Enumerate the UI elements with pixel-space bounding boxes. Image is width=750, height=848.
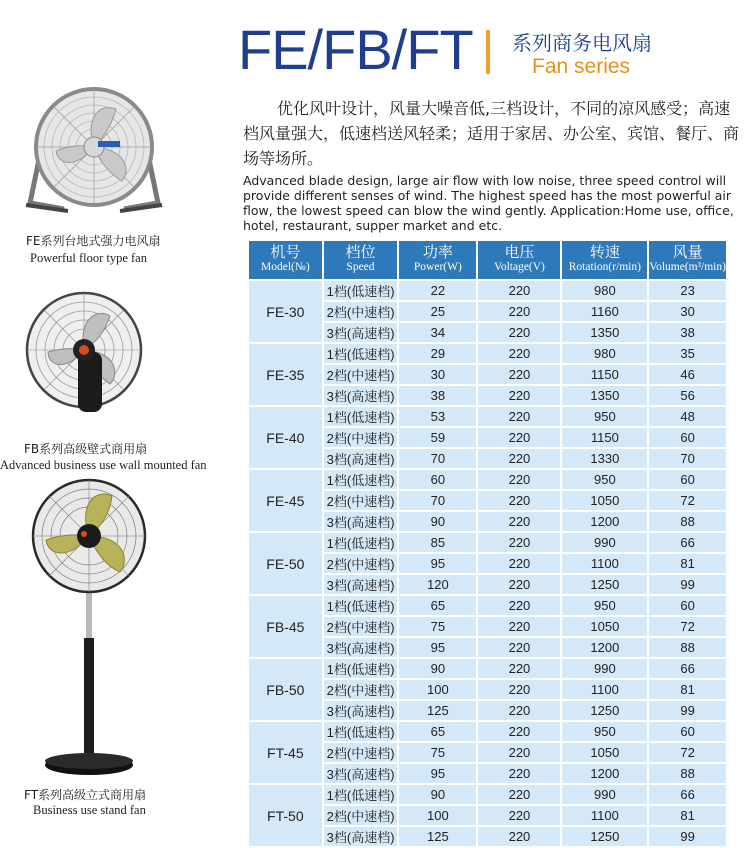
power-cell: 65 (399, 596, 476, 615)
voltage-cell: 220 (478, 638, 560, 657)
model-cell: FE-35 (249, 344, 322, 405)
speed-cell: 3档(高速档) (324, 827, 398, 846)
power-cell: 22 (399, 281, 476, 300)
stand-fan-image (26, 478, 156, 780)
floor-fan-image (24, 85, 164, 215)
speed-cell: 3档(高速档) (324, 323, 398, 342)
power-cell: 100 (399, 680, 476, 699)
voltage-cell: 220 (478, 701, 560, 720)
speed-cell: 3档(高速档) (324, 449, 398, 468)
power-cell: 100 (399, 806, 476, 825)
rotation-cell: 980 (562, 281, 647, 300)
voltage-cell: 220 (478, 596, 560, 615)
voltage-cell: 220 (478, 659, 560, 678)
power-cell: 60 (399, 470, 476, 489)
power-cell: 95 (399, 638, 476, 657)
volume-cell: 30 (649, 302, 726, 321)
model-cell: FT-45 (249, 722, 322, 783)
power-cell: 125 (399, 827, 476, 846)
volume-cell: 60 (649, 596, 726, 615)
volume-cell: 48 (649, 407, 726, 426)
rotation-cell: 1050 (562, 617, 647, 636)
speed-cell: 1档(低速档) (324, 596, 398, 615)
floor-fan-caption-cn: FE系列台地式强力电风扇 (26, 234, 161, 248)
voltage-cell: 220 (478, 827, 560, 846)
volume-cell: 72 (649, 617, 726, 636)
volume-cell: 66 (649, 533, 726, 552)
power-cell: 75 (399, 617, 476, 636)
table-row (249, 659, 726, 678)
voltage-cell: 220 (478, 785, 560, 804)
rotation-cell: 1350 (562, 323, 647, 342)
power-cell: 30 (399, 365, 476, 384)
rotation-cell: 1160 (562, 302, 647, 321)
volume-cell: 88 (649, 638, 726, 657)
power-cell: 70 (399, 491, 476, 510)
speed-cell: 2档(中速档) (324, 806, 398, 825)
voltage-cell: 220 (478, 344, 560, 363)
wall-fan-image (22, 290, 152, 425)
table-row (249, 344, 726, 363)
table-row (249, 785, 726, 804)
voltage-cell: 220 (478, 533, 560, 552)
voltage-cell: 220 (478, 512, 560, 531)
volume-cell: 81 (649, 806, 726, 825)
volume-cell: 99 (649, 827, 726, 846)
page-title: FE/FB/FT (238, 18, 473, 81)
rotation-cell: 1150 (562, 428, 647, 447)
speed-cell: 1档(低速档) (324, 344, 398, 363)
power-cell: 29 (399, 344, 476, 363)
spec-table-container (247, 239, 728, 848)
rotation-cell: 1250 (562, 575, 647, 594)
description-en: Advanced blade design, large air flow with low noise, three speed control will provide different senses of wind. The highest speed has the most powerful air flow, the lowest speed can blow the wind gently. Application:Home use, office, hotel, restaurant, supper market and etc. (243, 173, 734, 233)
volume-cell: 72 (649, 491, 726, 510)
volume-cell: 60 (649, 428, 726, 447)
power-cell: 90 (399, 512, 476, 531)
voltage-cell: 220 (478, 449, 560, 468)
speed-cell: 3档(高速档) (324, 512, 398, 531)
rotation-cell: 1050 (562, 491, 647, 510)
speed-cell: 3档(高速档) (324, 638, 398, 657)
rotation-cell: 1200 (562, 512, 647, 531)
volume-cell: 60 (649, 722, 726, 741)
volume-cell: 23 (649, 281, 726, 300)
voltage-cell: 220 (478, 764, 560, 783)
subtitle-en: Fan series (532, 55, 631, 78)
speed-cell: 1档(低速档) (324, 722, 398, 741)
voltage-cell: 220 (478, 470, 560, 489)
model-cell: FB-45 (249, 596, 322, 657)
description-cn: 优化风叶设计，风量大噪音低,三档设计，不同的凉风感受；高速档风量强大，低速档送风轻柔；适用于家居、办公室、宾馆、餐厅、商场等场所。 (243, 99, 740, 168)
rotation-cell: 1100 (562, 806, 647, 825)
voltage-cell: 220 (478, 491, 560, 510)
table-row (249, 533, 726, 552)
speed-cell: 1档(低速档) (324, 407, 398, 426)
voltage-cell: 220 (478, 323, 560, 342)
voltage-cell: 220 (478, 680, 560, 699)
wall-fan-caption-cn: FB系列高级壁式商用扇 (24, 442, 148, 456)
stand-fan-caption-en: Business use stand fan (33, 803, 146, 817)
voltage-cell: 220 (478, 302, 560, 321)
model-cell: FE-45 (249, 470, 322, 531)
volume-cell: 56 (649, 386, 726, 405)
volume-cell: 81 (649, 554, 726, 573)
speed-cell: 1档(低速档) (324, 659, 398, 678)
table-row (249, 281, 726, 300)
speed-cell: 2档(中速档) (324, 428, 398, 447)
rotation-cell: 950 (562, 407, 647, 426)
power-cell: 59 (399, 428, 476, 447)
rotation-cell: 990 (562, 533, 647, 552)
wall-fan-caption-en: Advanced business use wall mounted fan (0, 458, 207, 472)
rotation-cell: 950 (562, 470, 647, 489)
power-cell: 38 (399, 386, 476, 405)
subtitle-cn: 系列商务电风扇 (512, 31, 652, 55)
power-cell: 34 (399, 323, 476, 342)
rotation-cell: 990 (562, 659, 647, 678)
power-cell: 125 (399, 701, 476, 720)
power-cell: 65 (399, 722, 476, 741)
volume-cell: 99 (649, 701, 726, 720)
speed-cell: 2档(中速档) (324, 302, 398, 321)
voltage-cell: 220 (478, 554, 560, 573)
rotation-cell: 990 (562, 785, 647, 804)
volume-cell: 72 (649, 743, 726, 762)
model-cell: FE-40 (249, 407, 322, 468)
table-row (249, 470, 726, 489)
rotation-cell: 1350 (562, 386, 647, 405)
rotation-cell: 950 (562, 722, 647, 741)
volume-cell: 35 (649, 344, 726, 363)
power-cell: 75 (399, 743, 476, 762)
rotation-cell: 1250 (562, 701, 647, 720)
volume-cell: 60 (649, 470, 726, 489)
power-cell: 53 (399, 407, 476, 426)
header-model: 机号 Model(№) (249, 241, 322, 279)
volume-cell: 70 (649, 449, 726, 468)
speed-cell: 3档(高速档) (324, 386, 398, 405)
rotation-cell: 1050 (562, 743, 647, 762)
rotation-cell: 1200 (562, 764, 647, 783)
header-voltage: 电压 Voltage(V) (478, 241, 560, 279)
volume-cell: 66 (649, 785, 726, 804)
volume-cell: 38 (649, 323, 726, 342)
voltage-cell: 220 (478, 281, 560, 300)
rotation-cell: 1330 (562, 449, 647, 468)
voltage-cell: 220 (478, 722, 560, 741)
header-rotation: 转速 Rotation(r/min) (562, 241, 647, 279)
rotation-cell: 950 (562, 596, 647, 615)
volume-cell: 88 (649, 512, 726, 531)
volume-cell: 81 (649, 680, 726, 699)
voltage-cell: 220 (478, 386, 560, 405)
voltage-cell: 220 (478, 575, 560, 594)
rotation-cell: 1200 (562, 638, 647, 657)
table-header-row (249, 241, 726, 279)
power-cell: 120 (399, 575, 476, 594)
volume-cell: 46 (649, 365, 726, 384)
voltage-cell: 220 (478, 617, 560, 636)
floor-fan-caption-en: Powerful floor type fan (30, 251, 147, 265)
volume-cell: 66 (649, 659, 726, 678)
spec-table-body (249, 281, 726, 846)
volume-cell: 88 (649, 764, 726, 783)
rotation-cell: 1150 (562, 365, 647, 384)
header-speed: 档位 Speed (324, 241, 398, 279)
power-cell: 95 (399, 554, 476, 573)
speed-cell: 2档(中速档) (324, 743, 398, 762)
power-cell: 25 (399, 302, 476, 321)
voltage-cell: 220 (478, 407, 560, 426)
speed-cell: 3档(高速档) (324, 575, 398, 594)
voltage-cell: 220 (478, 806, 560, 825)
speed-cell: 1档(低速档) (324, 470, 398, 489)
rotation-cell: 980 (562, 344, 647, 363)
power-cell: 90 (399, 785, 476, 804)
table-row (249, 722, 726, 741)
spec-table (247, 239, 728, 848)
volume-cell: 99 (649, 575, 726, 594)
model-cell: FE-30 (249, 281, 322, 342)
speed-cell: 2档(中速档) (324, 554, 398, 573)
power-cell: 95 (399, 764, 476, 783)
header-power: 功率 Power(W) (399, 241, 476, 279)
table-row (249, 596, 726, 615)
speed-cell: 3档(高速档) (324, 764, 398, 783)
rotation-cell: 1250 (562, 827, 647, 846)
speed-cell: 2档(中速档) (324, 680, 398, 699)
voltage-cell: 220 (478, 365, 560, 384)
power-cell: 70 (399, 449, 476, 468)
speed-cell: 1档(低速档) (324, 533, 398, 552)
speed-cell: 1档(低速档) (324, 785, 398, 804)
power-cell: 90 (399, 659, 476, 678)
rotation-cell: 1100 (562, 680, 647, 699)
voltage-cell: 220 (478, 743, 560, 762)
table-row (249, 407, 726, 426)
speed-cell: 1档(低速档) (324, 281, 398, 300)
power-cell: 85 (399, 533, 476, 552)
title-divider (486, 30, 490, 74)
speed-cell: 2档(中速档) (324, 365, 398, 384)
speed-cell: 2档(中速档) (324, 491, 398, 510)
voltage-cell: 220 (478, 428, 560, 447)
model-cell: FE-50 (249, 533, 322, 594)
stand-fan-caption-cn: FT系列高级立式商用扇 (24, 788, 147, 802)
header-volume: 风量 Volume(m³/min) (649, 241, 726, 279)
model-cell: FT-50 (249, 785, 322, 846)
speed-cell: 2档(中速档) (324, 617, 398, 636)
model-cell: FB-50 (249, 659, 322, 720)
speed-cell: 3档(高速档) (324, 701, 398, 720)
rotation-cell: 1100 (562, 554, 647, 573)
